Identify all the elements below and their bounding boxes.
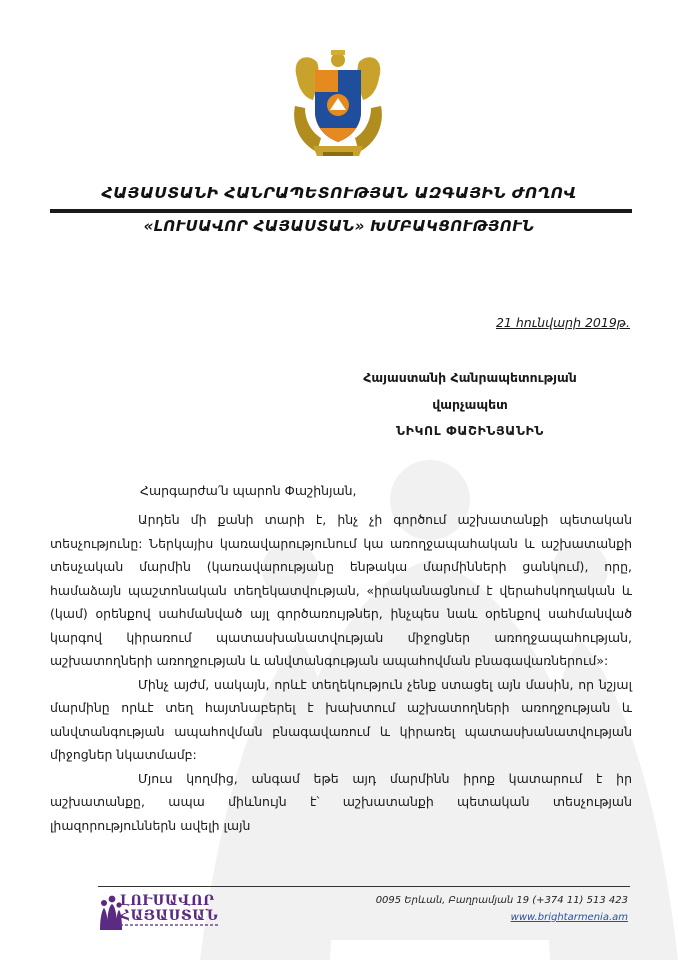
footer-rule [98, 886, 630, 887]
salutation: Հարգարժա՛ն պարոն Փաշինյան, [140, 483, 357, 498]
logo-text: ԼՈՒՍԱՎՈՐ [120, 893, 215, 909]
bright-armenia-logo [98, 890, 258, 934]
recipient-line: վարչապետ [432, 397, 508, 412]
logo-tagline [120, 924, 220, 926]
logo-text: ՀԱՅԱՍՏԱՆ [120, 908, 219, 924]
parliament-heading: ՀԱՅԱՍՏԱՆԻ ՀԱՆՐԱՊԵՏՈՒԹՅԱՆ ԱԶԳԱՅԻՆ ԺՈՂՈՎ [101, 184, 577, 202]
coat-of-arms-emblem [287, 48, 389, 160]
letter-body [50, 508, 632, 837]
paragraph: Արդեն մի քանի տարի է, ինչ չի գործում աշխատանքի պետական տեսչությունը: Ներկայիս կառավարությունում կա առողջապահական և աշխատանքի տեսչական մարմին (կառավարությանը ենթակա մարմինների ցանկում), որը, համաձայն պաշտոնական տեղեկատվության, «իրականացնում է վերահսկողական և (կամ) օրենքով սահմանված այլ գործառույթներ, ինչպես նաև օրենքով սահմանված կարգով կիրառում պատասխանատվության միջոցներ առողջապահության, աշխատողների առողջության և անվտանգության ապահովման բնագավառներում»: [50, 512, 632, 668]
website-link[interactable]: www.brightarmenia.am [510, 912, 628, 923]
footer-address: 0095 Երևան, Բաղրամյան 19 (+374 11) 513 423 [375, 895, 628, 906]
recipient-line: Հայաստանի Հանրապետության [363, 370, 577, 385]
paragraph: Մյուս կողմից, անգամ եթե այդ մարմինն իրոք կատարում է իր աշխատանքը, ապա միևնույն է՝ աշխատանքի պետական տեսչության լիազորություններն ավելի լայն [50, 770, 632, 833]
header-rule [50, 209, 632, 213]
recipient-name: ՆԻԿՈԼ ՓԱՇԻՆՅԱՆԻՆ [396, 423, 544, 438]
faction-heading: «ԼՈՒՍԱՎՈՐ ՀԱՅԱՍՏԱՆ» ԽՄԲԱԿՑՈՒԹՅՈՒՆ [143, 217, 535, 235]
letter-date: 21 հունվարի 2019թ. [495, 315, 630, 330]
paragraph: Մինչ այժմ, սակայն, որևէ տեղեկություն չենք ստացել այն մասին, որ նշյալ մարմինը որևէ տեղ հայտնաբերել է խախտում աշխատողների առողջության և անվտանգության ապահովման բնագավառում և կիրառել պատասխանատվության միջոցներ նկատմամբ: [50, 676, 632, 762]
